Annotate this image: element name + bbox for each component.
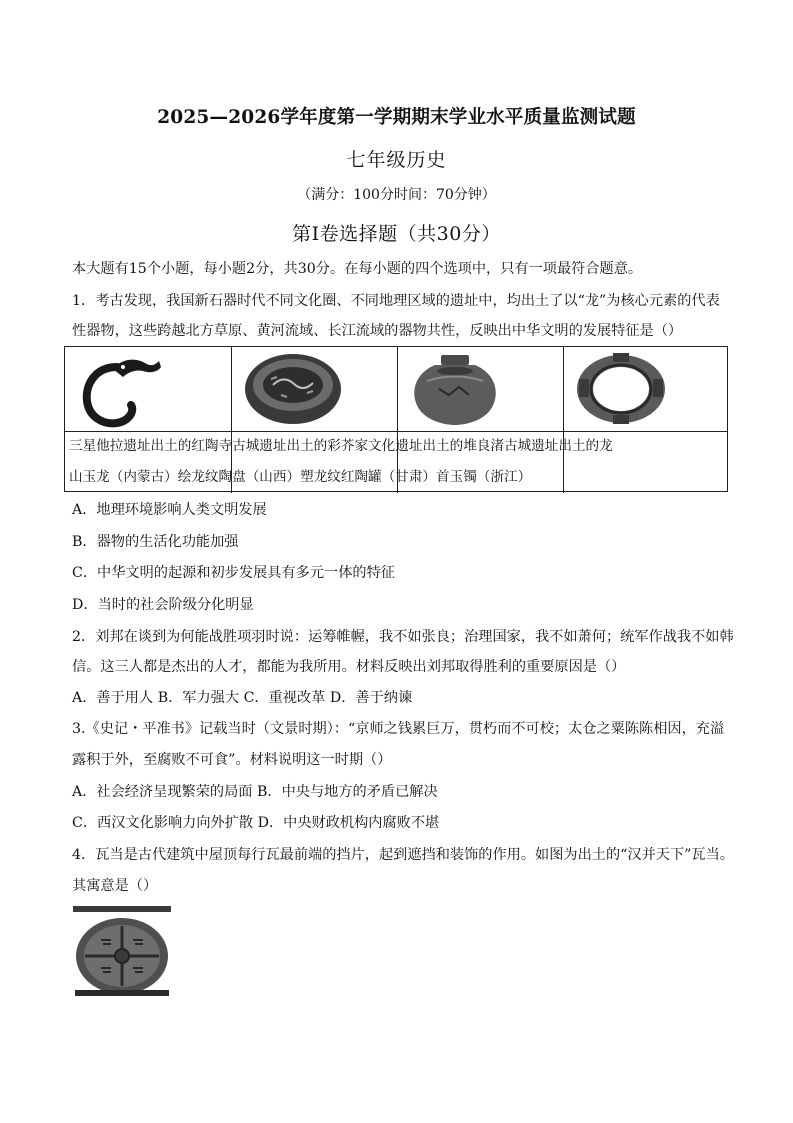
q2-stem-line2: 信。这三人都是杰出的人才，都能为我所用。材料反映出刘邦取得胜利的重要原因是（） (72, 659, 626, 675)
artifact-table (64, 346, 728, 492)
section-heading: 第Ⅰ卷选择题（共30分） (292, 223, 501, 245)
q4-stem-line1: 4．瓦当是古代建筑中屋顶每行瓦最前端的挡片，起到遮挡和装饰的作用。如图为出土的“汉并天下”瓦当。 (72, 847, 734, 863)
q1-stem-line2: 性器物，这些跨越北方草原、黄河流域、长江流域的器物共性，反映出中华文明的发展特征是（） (72, 323, 683, 339)
q1-option-c: C．中华文明的起源和初步发展具有多元一体的特征 (72, 565, 395, 581)
q2-options: A．善于用人 B．军力强大 C．重视改革 D．善于纳谏 (72, 690, 413, 706)
q1-option-a: A．地理环境影响人类文明发展 (72, 502, 267, 518)
q3-options-line2: C．西汉文化影响力向外扩散 D．中央财政机构内腐败不堪 (72, 815, 440, 831)
artifact-caption-line1: 三星他拉遗址出土的红陶寺古城遗址出土的彩芥家文化遗址出土的堆良渚古城遗址出土的龙 (69, 438, 613, 454)
jade-bracelet-image (571, 349, 671, 429)
exam-info: （满分：100分时间：70分钟） (297, 187, 496, 203)
q4-stem-line2: 其寓意是（） (72, 878, 158, 894)
q3-stem-line1: 3.《史记・平准书》记载当时（文景时期）：“京师之钱累巨万，贯朽而不可校；太仓之粟陈陈相因，充溢 (72, 721, 725, 737)
q1-option-d: D．当时的社会阶级分化明显 (72, 597, 254, 613)
artifact-caption-line2: 山玉龙（内蒙古）绘龙纹陶盘（山西）塑龙纹红陶罐（甘肃）首玉镯（浙江） (69, 469, 532, 485)
instructions: 本大题有15个小题，每小题2分，共30分。在每小题的四个选项中，只有一项最符合题意。 (72, 261, 643, 277)
exam-subject: 七年级历史 (346, 149, 447, 171)
q2-stem-line1: 2．刘邦在谈到为何能战胜项羽时说：运筹帷幄，我不如张良；治理国家，我不如萧何；统军作战我不如韩 (72, 629, 734, 645)
table-row-divider (65, 431, 727, 432)
q1-option-b: B．器物的生活化功能加强 (72, 534, 239, 550)
exam-title: 2025—2026学年度第一学期期末学业水平质量监测试题 (157, 107, 636, 128)
painted-plate-image (241, 349, 345, 429)
table-divider (563, 347, 564, 493)
q3-options-line1: A．社会经济呈现繁荣的局面 B．中央与地方的矛盾已解决 (72, 784, 438, 800)
q1-stem-line1: 1．考古发现，我国新石器时代不同文化圈、不同地理区域的遗址中，均出土了以“龙”为核心元素的代表 (72, 293, 720, 309)
q3-stem-line2: 露积于外，至腐败不可食”。材料说明这一时期（） (72, 752, 392, 768)
jade-dragon-image (73, 351, 173, 429)
roof-tile-end-image (71, 906, 173, 998)
pottery-jar-image (405, 351, 505, 429)
